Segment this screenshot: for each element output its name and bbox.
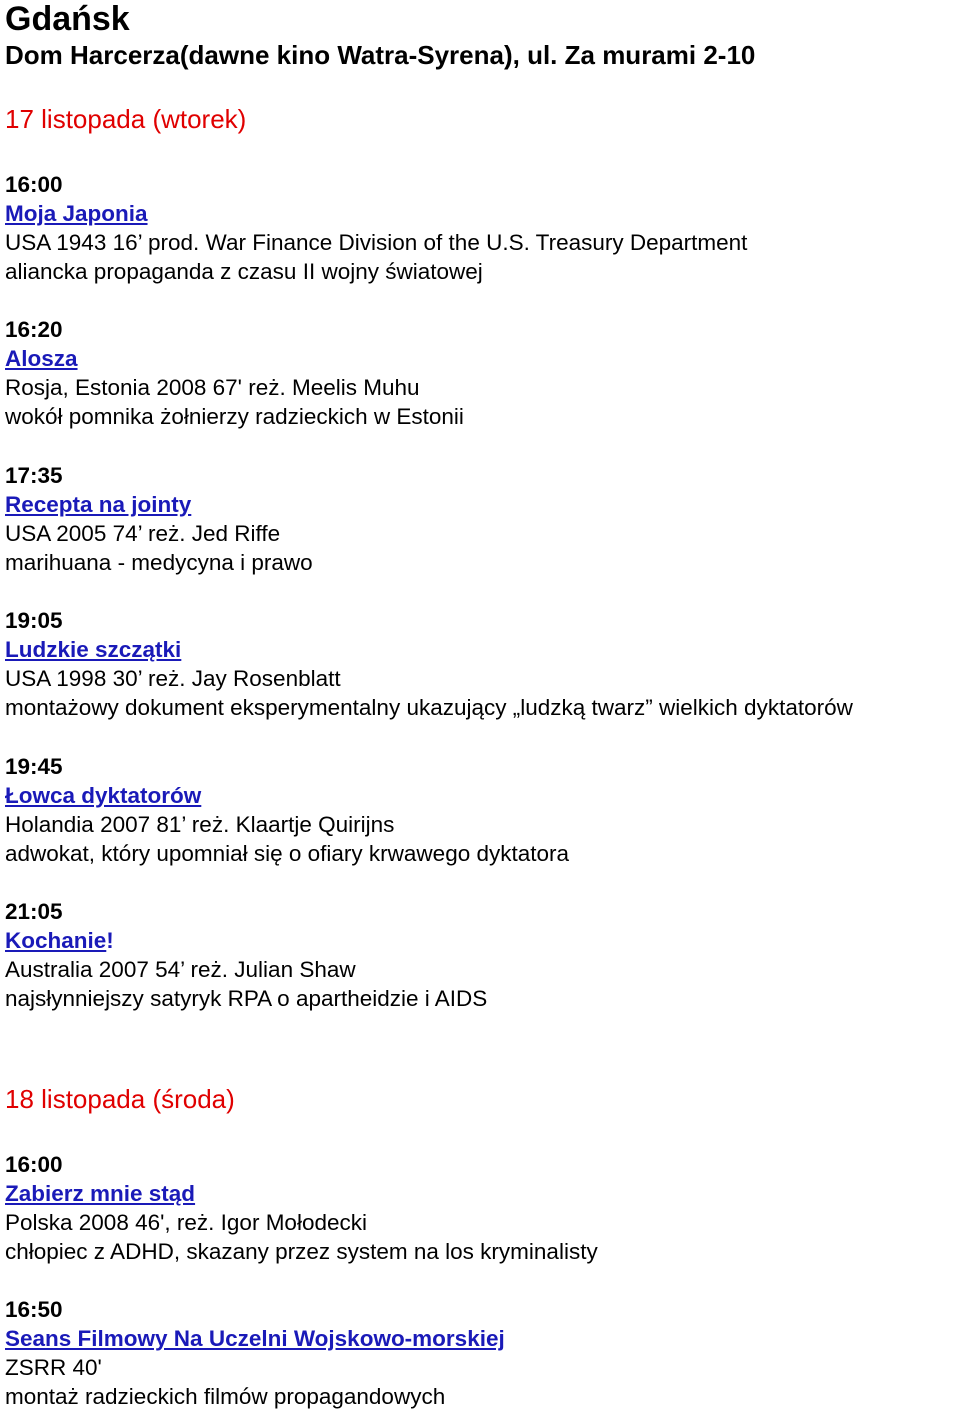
event-time: 16:00 [5, 172, 63, 197]
film-title-link[interactable]: Ludzkie szczątki [5, 637, 182, 662]
venue-heading: Dom Harcerza(dawne kino Watra-Syrena), ul. Za murami 2-10 [5, 40, 756, 70]
film-description: montażowy dokument eksperymentalny ukazujący „ludzką twarz” wielkich dyktatorów [5, 695, 853, 720]
film-description: wokół pomnika żołnierzy radzieckich w Estonii [5, 404, 464, 429]
film-description: najsłynniejszy satyryk RPA o apartheidzie i AIDS [5, 986, 488, 1011]
event-time: 17:35 [5, 463, 63, 488]
day-heading-17-november: 17 listopada (wtorek) [5, 104, 247, 134]
film-info: Polska 2008 46', reż. Igor Mołodecki [5, 1210, 367, 1235]
event-entry [5, 897, 960, 1013]
film-title-link[interactable]: Recepta na jointy [5, 492, 192, 517]
event-entry [5, 1150, 960, 1266]
film-title-link[interactable]: Moja Japonia [5, 201, 148, 226]
film-info: Australia 2007 54’ reż. Julian Shaw [5, 957, 356, 982]
film-title-link[interactable]: Alosza [5, 346, 78, 371]
event-time: 16:20 [5, 317, 63, 342]
film-info: ZSRR 40' [5, 1355, 102, 1380]
film-title-suffix: ! [106, 928, 114, 953]
film-description: marihuana - medycyna i prawo [5, 550, 313, 575]
film-description: aliancka propaganda z czasu II wojny światowej [5, 259, 483, 284]
event-time: 16:00 [5, 1152, 63, 1177]
film-title-link[interactable]: Kochanie [5, 928, 107, 953]
event-entry [5, 1295, 960, 1411]
event-entry [5, 461, 960, 577]
event-entry [5, 315, 960, 431]
film-description: adwokat, który upomniał się o ofiary krwawego dyktatora [5, 841, 570, 866]
film-title-link[interactable]: Seans Filmowy Na Uczelni Wojskowo-morskiej [5, 1326, 505, 1351]
event-entry [5, 170, 960, 286]
film-description: montaż radzieckich filmów propagandowych [5, 1384, 446, 1409]
film-info: USA 1943 16’ prod. War Finance Division of the U.S. Treasury Department [5, 230, 748, 255]
film-title-link[interactable]: Łowca dyktatorów [5, 783, 202, 808]
event-entry [5, 606, 960, 722]
film-info: Rosja, Estonia 2008 67' reż. Meelis Muhu [5, 375, 420, 400]
film-title-link[interactable]: Zabierz mnie stąd [5, 1181, 196, 1206]
event-time: 16:50 [5, 1297, 63, 1322]
film-info: Holandia 2007 81’ reż. Klaartje Quirijns [5, 812, 395, 837]
film-description: chłopiec z ADHD, skazany przez system na los kryminalisty [5, 1239, 598, 1264]
event-time: 21:05 [5, 899, 63, 924]
film-info: USA 2005 74’ reż. Jed Riffe [5, 521, 281, 546]
event-entry [5, 752, 960, 868]
event-time: 19:45 [5, 754, 63, 779]
city-heading: Gdańsk [5, 0, 130, 38]
film-info: USA 1998 30’ reż. Jay Rosenblatt [5, 666, 341, 691]
event-time: 19:05 [5, 608, 63, 633]
day-heading-18-november: 18 listopada (środa) [5, 1084, 235, 1114]
